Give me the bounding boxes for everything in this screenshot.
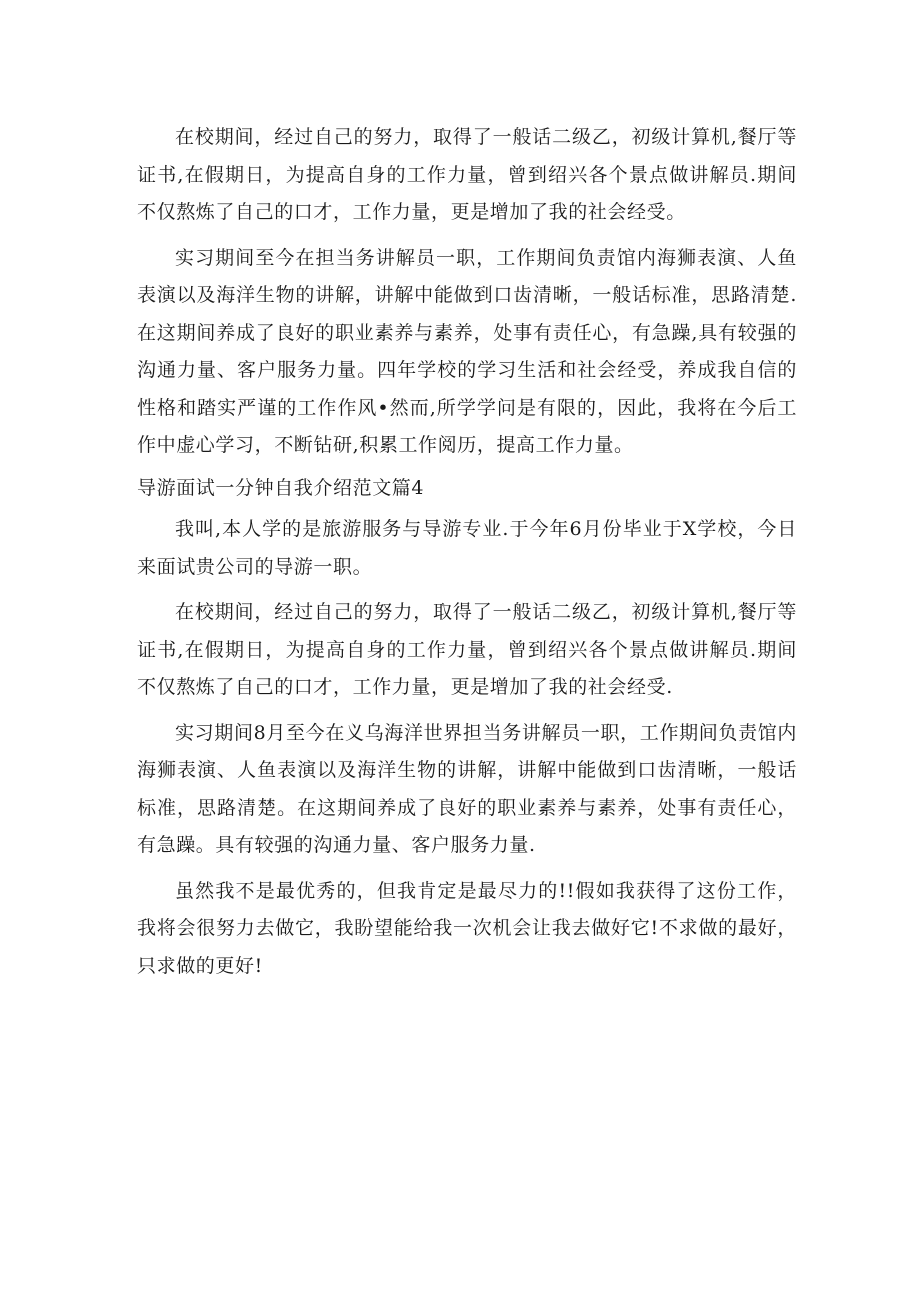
section-heading: 导游面试一分钟自我介绍范文篇4 [137,476,425,499]
paragraph-closing: 虽然我不是最优秀的，但我肯定是最尽力的!!假如我获得了这份工作，我将会很努力去做它，我盼望能给我一次机会让我去做好它!不求做的最好，只求做的更好! [137,879,797,977]
paragraph-intro: 我叫,本人学的是旅游服务与导游专业.于今年6月份毕业于X学校，今日来面试贵公司的导游一职。 [137,518,797,578]
paragraph-education-2: 在校期间，经过自己的努力，取得了一般话二级乙，初级计算机,餐厅等证书,在假期日，为提高自身的工作力量，曾到绍兴各个景点做讲解员.期间不仅熬炼了自己的口才，工作力量，更是增加了我的社会经受. [137,601,797,698]
paragraph-internship-2: 实习期间8月至今在义乌海洋世界担当务讲解员一职，工作期间负责馆内海狮表演、人鱼表演以及海洋生物的讲解，讲解中能做到口齿清晰，一般话标准，思路清楚。在这期间养成了良好的职业素养与素养，处事有责任心，有急躁。具有较强的沟通力量、客户服务力量. [137,721,797,856]
paragraph-education: 在校期间，经过自己的努力，取得了一般话二级乙，初级计算机,餐厅等证书,在假期日，为提高自身的工作力量，曾到绍兴各个景点做讲解员.期间不仅熬炼了自己的口才，工作力量，更是增加了我的社会经受。 [137,126,797,223]
document-body [137,119,797,985]
paragraph-internship: 实习期间至今在担当务讲解员一职，工作期间负责馆内海狮表演、人鱼表演以及海洋生物的讲解，讲解中能做到口齿清晰，一般话标准，思路清楚.在这期间养成了良好的职业素养与素养，处事有责任心，有急躁,具有较强的沟通力量、客户服务力量。四年学校的学习生活和社会经受，养成我自信的性格和踏实严谨的工作作风•然而,所学学问是有限的，因此，我将在今后工作中虚心学习，不断钻研,积累工作阅历，提高工作力量。 [137,246,797,456]
